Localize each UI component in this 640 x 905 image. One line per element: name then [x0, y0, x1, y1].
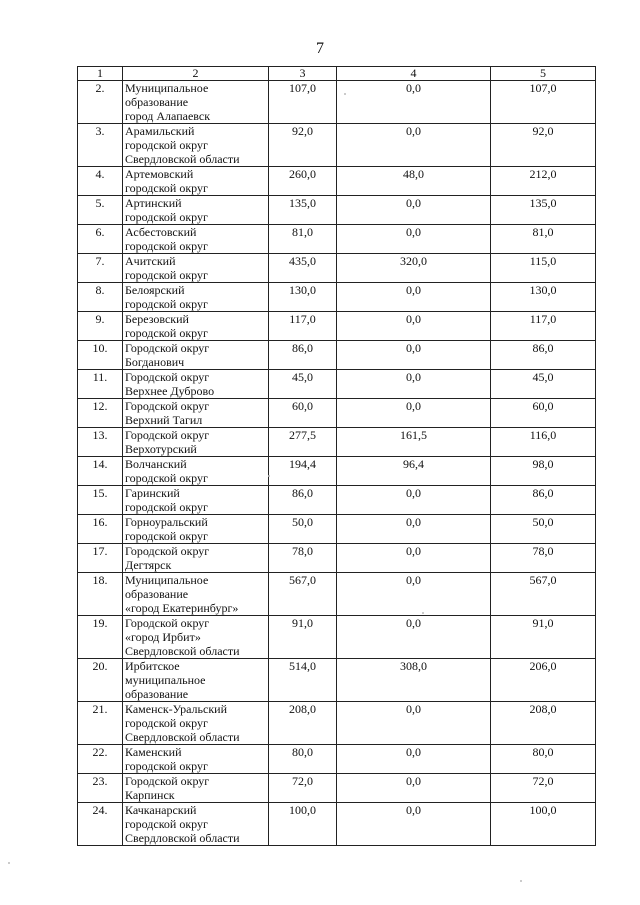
value-column-3: 60,0	[269, 399, 337, 428]
value-column-5: 86,0	[491, 486, 596, 515]
value-column-5: 98,0	[491, 457, 596, 486]
municipality-name-line: городской округ	[125, 817, 208, 831]
value-column-4: 0,0	[337, 803, 491, 846]
municipality-name	[123, 167, 269, 196]
municipality-name-line: муниципальное	[125, 673, 206, 687]
municipality-name-line: Ирбитское	[125, 659, 180, 673]
municipality-name-line: Верхнее Дуброво	[125, 384, 215, 398]
municipality-name-line: образование	[125, 95, 189, 109]
row-number: 2.	[78, 81, 123, 124]
value-column-4: 0,0	[337, 774, 491, 803]
value-column-3: 107,0	[269, 81, 337, 124]
value-column-5: 78,0	[491, 544, 596, 573]
value-column-4: 320,0	[337, 254, 491, 283]
table-row	[78, 486, 596, 515]
value-column-3: 435,0	[269, 254, 337, 283]
value-column-5: 92,0	[491, 124, 596, 167]
value-column-5: 81,0	[491, 225, 596, 254]
table-row	[78, 167, 596, 196]
page-number: 7	[316, 40, 324, 57]
municipality-name-line: Карпинск	[125, 788, 175, 802]
value-column-4: 0,0	[337, 486, 491, 515]
municipality-name-line: Дегтярск	[125, 558, 172, 572]
value-column-3: 91,0	[269, 616, 337, 659]
scan-speck	[268, 475, 270, 477]
municipality-name-line: Асбестовский	[125, 225, 197, 239]
value-column-3: 208,0	[269, 702, 337, 745]
value-column-4: 0,0	[337, 616, 491, 659]
municipality-name-line: Городской округ	[125, 428, 210, 442]
value-column-3: 80,0	[269, 745, 337, 774]
municipality-name-line: городской округ	[125, 239, 208, 253]
row-number: 7.	[78, 254, 123, 283]
value-column-4: 0,0	[337, 81, 491, 124]
value-column-4: 0,0	[337, 124, 491, 167]
row-number: 4.	[78, 167, 123, 196]
municipality-name	[123, 81, 269, 124]
value-column-5: 567,0	[491, 573, 596, 616]
municipality-name	[123, 745, 269, 774]
value-column-5: 107,0	[491, 81, 596, 124]
row-number: 6.	[78, 225, 123, 254]
municipality-name-line: «город Екатеринбург»	[125, 601, 239, 615]
municipality-name-line: Городской округ	[125, 341, 210, 355]
value-column-3: 92,0	[269, 124, 337, 167]
value-column-4: 0,0	[337, 702, 491, 745]
municipality-name-line: Свердловской области	[125, 644, 240, 658]
value-column-3: 100,0	[269, 803, 337, 846]
municipality-name-line: Богданович	[125, 355, 185, 369]
value-column-5: 135,0	[491, 196, 596, 225]
table-row	[78, 544, 596, 573]
row-number: 13.	[78, 428, 123, 457]
value-column-5: 91,0	[491, 616, 596, 659]
municipality-name-line: Волчанский	[125, 457, 187, 471]
municipality-name-line: Белоярский	[125, 283, 185, 297]
table-row	[78, 745, 596, 774]
municipality-name-line: Свердловской области	[125, 831, 240, 845]
row-number: 5.	[78, 196, 123, 225]
municipality-name-line: образование	[125, 587, 189, 601]
table-row	[78, 124, 596, 167]
municipality-name-line: Городской округ	[125, 616, 210, 630]
municipality-name	[123, 399, 269, 428]
municipality-name	[123, 803, 269, 846]
table-row	[78, 399, 596, 428]
municipality-name	[123, 196, 269, 225]
value-column-5: 72,0	[491, 774, 596, 803]
municipality-name-line: Каменский	[125, 745, 182, 759]
table-row	[78, 659, 596, 702]
municipality-name	[123, 486, 269, 515]
municipality-name-line: «город Ирбит»	[125, 630, 201, 644]
municipality-name-line: Свердловской области	[125, 152, 240, 166]
value-column-3: 117,0	[269, 312, 337, 341]
value-column-4: 308,0	[337, 659, 491, 702]
value-column-5: 45,0	[491, 370, 596, 399]
value-column-3: 86,0	[269, 341, 337, 370]
municipality-name	[123, 312, 269, 341]
value-column-5: 80,0	[491, 745, 596, 774]
municipality-name-line: городской округ	[125, 138, 208, 152]
value-column-5: 206,0	[491, 659, 596, 702]
municipality-name	[123, 370, 269, 399]
row-number: 10.	[78, 341, 123, 370]
table-row	[78, 616, 596, 659]
municipality-name-line: образование	[125, 687, 189, 701]
value-column-5: 100,0	[491, 803, 596, 846]
value-column-4: 0,0	[337, 745, 491, 774]
value-column-5: 86,0	[491, 341, 596, 370]
row-number: 16.	[78, 515, 123, 544]
table-row	[78, 428, 596, 457]
column-header-5: 5	[491, 67, 596, 81]
table-row	[78, 515, 596, 544]
municipality-name-line: городской округ	[125, 326, 208, 340]
scan-speck	[344, 93, 346, 95]
table-row	[78, 81, 596, 124]
row-number: 17.	[78, 544, 123, 573]
column-header-3: 3	[269, 67, 337, 81]
table-row	[78, 283, 596, 312]
municipality-name	[123, 515, 269, 544]
municipality-name-line: город Алапаевск	[125, 109, 211, 123]
municipality-name	[123, 774, 269, 803]
municipality-name-line: Ачитский	[125, 254, 176, 268]
municipality-name	[123, 702, 269, 745]
value-column-3: 50,0	[269, 515, 337, 544]
municipality-name-line: Арамильский	[125, 124, 195, 138]
municipality-name-line: Городской округ	[125, 370, 210, 384]
municipality-name-line: Артемовский	[125, 167, 194, 181]
municipality-name-line: городской округ	[125, 759, 208, 773]
value-column-3: 260,0	[269, 167, 337, 196]
municipality-name-line: Свердловской области	[125, 730, 240, 744]
row-number: 24.	[78, 803, 123, 846]
municipal-table	[77, 66, 596, 846]
column-header-4: 4	[337, 67, 491, 81]
value-column-4: 0,0	[337, 312, 491, 341]
scan-speck	[8, 862, 10, 864]
value-column-3: 514,0	[269, 659, 337, 702]
municipality-name	[123, 616, 269, 659]
municipality-name-line: Верхотурский	[125, 442, 197, 456]
municipality-name-line: городской округ	[125, 500, 208, 514]
value-column-4: 0,0	[337, 573, 491, 616]
value-column-5: 116,0	[491, 428, 596, 457]
municipality-name-line: Верхний Тагил	[125, 413, 203, 427]
column-header-1: 1	[78, 67, 123, 81]
municipality-name	[123, 428, 269, 457]
value-column-4: 0,0	[337, 196, 491, 225]
table-row	[78, 370, 596, 399]
table-row	[78, 457, 596, 486]
table-row	[78, 225, 596, 254]
municipality-name-line: городской округ	[125, 529, 208, 543]
scan-speck	[520, 880, 522, 882]
header-row	[78, 67, 596, 81]
table-row	[78, 803, 596, 846]
municipality-name	[123, 659, 269, 702]
value-column-3: 277,5	[269, 428, 337, 457]
value-column-3: 81,0	[269, 225, 337, 254]
table-row	[78, 573, 596, 616]
municipality-name	[123, 341, 269, 370]
row-number: 20.	[78, 659, 123, 702]
value-column-3: 567,0	[269, 573, 337, 616]
value-column-4: 0,0	[337, 283, 491, 312]
table-row	[78, 702, 596, 745]
value-column-3: 86,0	[269, 486, 337, 515]
scan-speck	[422, 612, 424, 614]
value-column-4: 0,0	[337, 370, 491, 399]
value-column-5: 60,0	[491, 399, 596, 428]
value-column-3: 78,0	[269, 544, 337, 573]
value-column-4: 48,0	[337, 167, 491, 196]
municipality-name-line: Горноуральский	[125, 515, 208, 529]
table-row	[78, 196, 596, 225]
municipality-name-line: городской округ	[125, 297, 208, 311]
value-column-5: 208,0	[491, 702, 596, 745]
row-number: 9.	[78, 312, 123, 341]
value-column-3: 72,0	[269, 774, 337, 803]
municipality-name-line: Городской округ	[125, 399, 210, 413]
municipality-name-line: городской округ	[125, 268, 208, 282]
row-number: 21.	[78, 702, 123, 745]
table-row	[78, 254, 596, 283]
municipality-name-line: Качканарский	[125, 803, 197, 817]
municipality-name-line: Артинский	[125, 196, 182, 210]
row-number: 12.	[78, 399, 123, 428]
value-column-4: 96,4	[337, 457, 491, 486]
table-row	[78, 312, 596, 341]
value-column-3: 130,0	[269, 283, 337, 312]
municipality-name-line: городской округ	[125, 471, 208, 485]
row-number: 3.	[78, 124, 123, 167]
value-column-4: 0,0	[337, 515, 491, 544]
value-column-4: 0,0	[337, 341, 491, 370]
municipality-name	[123, 124, 269, 167]
value-column-4: 0,0	[337, 544, 491, 573]
row-number: 22.	[78, 745, 123, 774]
municipality-name-line: Муниципальное	[125, 573, 209, 587]
municipality-name	[123, 283, 269, 312]
value-column-4: 161,5	[337, 428, 491, 457]
value-column-5: 130,0	[491, 283, 596, 312]
municipality-name	[123, 254, 269, 283]
municipality-name-line: Каменск-Уральский	[125, 702, 227, 716]
municipality-name-line: Городской округ	[125, 544, 210, 558]
municipality-name	[123, 225, 269, 254]
municipality-name	[123, 544, 269, 573]
value-column-5: 212,0	[491, 167, 596, 196]
row-number: 15.	[78, 486, 123, 515]
value-column-4: 0,0	[337, 399, 491, 428]
municipality-name-line: Муниципальное	[125, 81, 209, 95]
row-number: 23.	[78, 774, 123, 803]
column-header-2: 2	[123, 67, 269, 81]
municipality-name	[123, 573, 269, 616]
value-column-5: 115,0	[491, 254, 596, 283]
value-column-5: 117,0	[491, 312, 596, 341]
municipality-name-line: Березовский	[125, 312, 189, 326]
row-number: 14.	[78, 457, 123, 486]
table-row	[78, 774, 596, 803]
value-column-5: 50,0	[491, 515, 596, 544]
value-column-4: 0,0	[337, 225, 491, 254]
value-column-3: 135,0	[269, 196, 337, 225]
municipality-name-line: городской округ	[125, 716, 208, 730]
municipality-name-line: городской округ	[125, 181, 208, 195]
row-number: 19.	[78, 616, 123, 659]
row-number: 18.	[78, 573, 123, 616]
table-row	[78, 341, 596, 370]
row-number: 11.	[78, 370, 123, 399]
value-column-3: 45,0	[269, 370, 337, 399]
row-number: 8.	[78, 283, 123, 312]
municipality-name-line: Городской округ	[125, 774, 210, 788]
municipality-name-line: Гаринский	[125, 486, 180, 500]
municipality-name-line: городской округ	[125, 210, 208, 224]
value-column-3: 194,4	[269, 457, 337, 486]
municipality-name	[123, 457, 269, 486]
